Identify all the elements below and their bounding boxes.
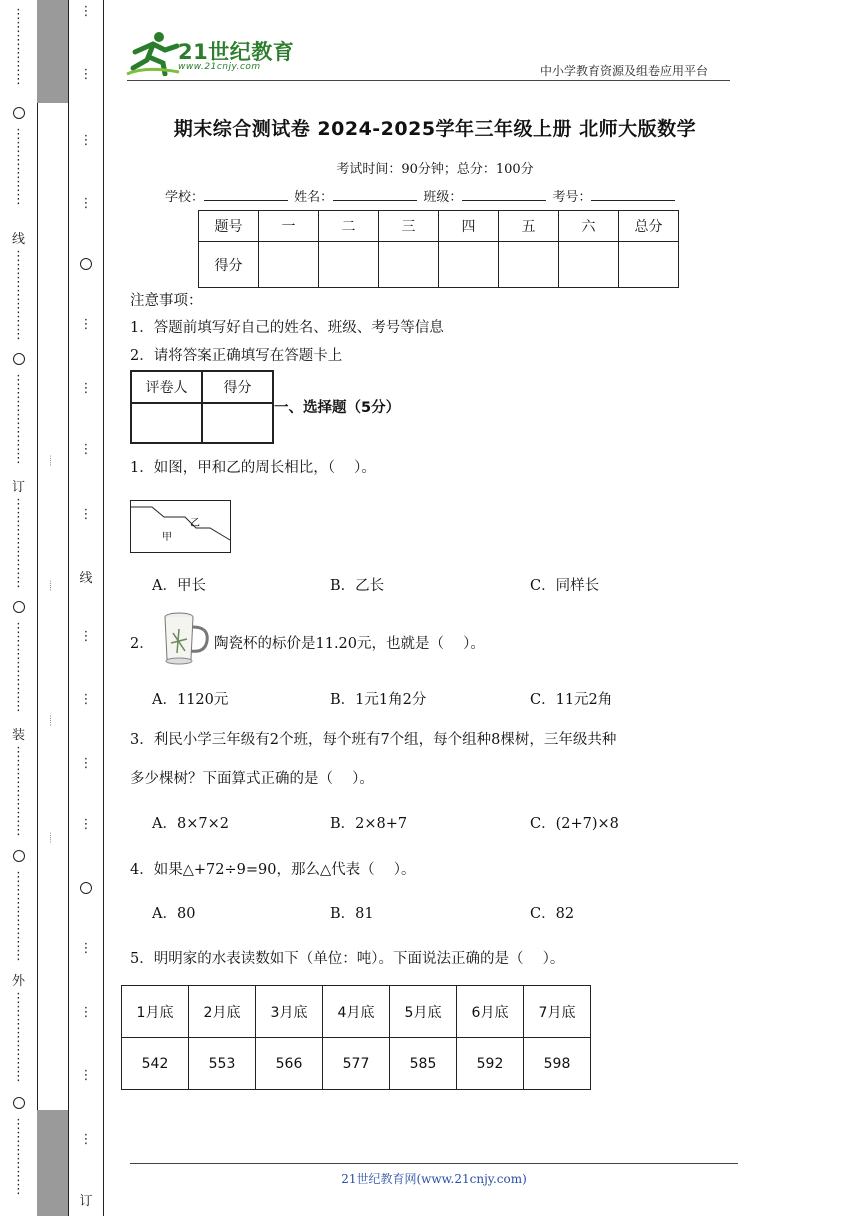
- water-meter-table: [121, 985, 591, 1090]
- student-info-fields: [165, 186, 677, 205]
- school-field[interactable]: [204, 188, 288, 201]
- number-label: 考号：: [552, 190, 592, 205]
- figure-label-yi: 乙: [190, 518, 200, 529]
- reading-cell: 542: [122, 1038, 189, 1090]
- option-c[interactable]: C．11元2角: [530, 692, 613, 708]
- footer-rule: [130, 1163, 738, 1164]
- dotted-line: ⋮: [79, 196, 93, 211]
- option-b[interactable]: B．1元1角2分: [330, 692, 427, 708]
- logo-url: www.21cnjy.com: [178, 62, 261, 72]
- footer-link[interactable]: 21世纪教育网(www.21cnjy.com): [341, 1172, 527, 1186]
- question-3-stem-cont: 多少棵树？下面算式正确的是（ ）。: [130, 771, 374, 787]
- question-2-stem: 陶瓷杯的标价是11.20元，也就是（ ）。: [214, 636, 485, 652]
- option-a[interactable]: A．80: [152, 906, 196, 922]
- dotted-line: ⋮: [79, 67, 93, 82]
- reading-cell: 592: [457, 1038, 524, 1090]
- score-cell[interactable]: [559, 242, 619, 288]
- score-cell[interactable]: [379, 242, 439, 288]
- margin-label-order: 订: [79, 1194, 93, 1209]
- grey-band-top: [37, 0, 68, 103]
- dotted-line: ⋮ ⋮ ⋮ ⋮ ⋮ ⋮ ⋮: [12, 745, 25, 838]
- question-3-stem: 3．利民小学三年级有2个班，每个班有7个组，每个组种8棵树，三年级共种: [130, 732, 617, 748]
- option-c[interactable]: C．同样长: [530, 578, 600, 594]
- score-header-cell: 一: [259, 211, 319, 242]
- grader-label: 评卷人: [131, 371, 202, 403]
- note-item: 2．请将答案正确填写在答题卡上: [130, 348, 343, 364]
- grader-table: [130, 370, 274, 444]
- month-header-cell: 6月底: [457, 986, 524, 1038]
- logo-text: 21世纪教育: [178, 40, 295, 64]
- dotted-line: ⋮: [79, 4, 93, 19]
- margin-label-outside: 外: [11, 974, 25, 989]
- option-a[interactable]: A．8×7×2: [152, 816, 229, 832]
- dotted-line: ⋮ ⋮ ⋮ ⋮ ⋮ ⋮ ⋮: [12, 249, 25, 342]
- dotted-line: ⋮ ⋮ ⋮ ⋮ ⋮ ⋮ ⋮: [12, 497, 25, 590]
- dotted-line: ⋮ ⋮ ⋮ ⋮ ⋮ ⋮ ⋮: [12, 870, 25, 963]
- reading-cell: 585: [390, 1038, 457, 1090]
- score-table: [198, 210, 679, 288]
- score-header-cell: 三: [379, 211, 439, 242]
- dotted-line: ⋮ ⋮ ⋮ ⋮ ⋮ ⋮ ⋮: [12, 373, 25, 466]
- option-a[interactable]: A．1120元: [152, 692, 229, 708]
- number-field[interactable]: [591, 188, 675, 201]
- dotted-line: ⋮ ⋮ ⋮ ⋮ ⋮ ⋮: [12, 127, 25, 207]
- dotted-line: ⋮: [79, 442, 93, 457]
- score-cell[interactable]: [619, 242, 679, 288]
- binding-hole: [13, 850, 25, 862]
- binding-margin-outer: [0, 0, 38, 1216]
- option-b[interactable]: B．81: [330, 906, 374, 922]
- margin-small-mark: ·····: [46, 832, 54, 844]
- option-a[interactable]: A．甲长: [152, 578, 206, 594]
- margin-small-mark: ·····: [46, 455, 54, 467]
- school-label: 学校：: [165, 190, 205, 205]
- month-header-cell: 1月底: [122, 986, 189, 1038]
- perimeter-figure: [130, 500, 231, 553]
- dotted-line: ⋮: [79, 941, 93, 956]
- binding-hole: [13, 107, 25, 119]
- score-header-cell: 总分: [619, 211, 679, 242]
- option-b[interactable]: B．乙长: [330, 578, 385, 594]
- score-header-cell: 六: [559, 211, 619, 242]
- dotted-line: ⋮: [79, 817, 93, 832]
- binding-hole: [13, 353, 25, 365]
- reading-cell: 598: [524, 1038, 591, 1090]
- score-cell[interactable]: [439, 242, 499, 288]
- header-rule: [127, 80, 730, 81]
- question-1-stem: 1．如图，甲和乙的周长相比，（ ）。: [130, 460, 376, 476]
- dotted-line: ⋮: [79, 1132, 93, 1147]
- question-2-number: 2．: [130, 636, 154, 652]
- month-header-cell: 2月底: [189, 986, 256, 1038]
- dotted-line: ⋮: [79, 756, 93, 771]
- mug-icon: [157, 611, 213, 667]
- mug-image: [157, 611, 213, 667]
- reading-cell: 553: [189, 1038, 256, 1090]
- margin-label-bind: 装: [11, 728, 25, 743]
- margin-label-order: 订: [11, 480, 25, 495]
- grader-score-label: 得分: [202, 371, 273, 403]
- score-header-cell: 题号: [199, 211, 259, 242]
- dotted-line: ⋮: [79, 133, 93, 148]
- binding-hole: [13, 1097, 25, 1109]
- dotted-line: ⋮: [79, 1005, 93, 1020]
- margin-small-mark: ·····: [46, 715, 54, 727]
- dotted-line: ⋮: [79, 1068, 93, 1083]
- binding-hole: [13, 601, 25, 613]
- binding-hole: [80, 882, 92, 894]
- dotted-line: ⋮ ⋮ ⋮ ⋮ ⋮ ⋮ ⋮: [12, 991, 25, 1084]
- dotted-line: ⋮ ⋮ ⋮ ⋮ ⋮ ⋮: [12, 1117, 25, 1197]
- option-c[interactable]: C．82: [530, 906, 575, 922]
- margin-label-line: 线: [79, 571, 93, 586]
- month-header-cell: 4月底: [323, 986, 390, 1038]
- score-cell[interactable]: [499, 242, 559, 288]
- month-header-cell: 3月底: [256, 986, 323, 1038]
- figure-label-jia: 甲: [162, 532, 172, 543]
- page-title: 期末综合测试卷 2024-2025学年三年级上册 北师大版数学: [173, 118, 697, 140]
- platform-label: 中小学教育资源及组卷应用平台: [540, 64, 709, 78]
- month-header-cell: 5月底: [390, 986, 457, 1038]
- option-c[interactable]: C．(2+7)×8: [530, 816, 619, 832]
- score-cell[interactable]: [319, 242, 379, 288]
- name-field[interactable]: [333, 188, 417, 201]
- binding-margin-inner: [68, 0, 104, 1216]
- margin-label-line: 线: [11, 232, 25, 247]
- reading-cell: 566: [256, 1038, 323, 1090]
- runner-logo-icon: [125, 30, 181, 76]
- question-4-stem: 4．如果△+72÷9=90，那么△代表（ ）。: [130, 862, 416, 878]
- dotted-line: ⋮ ⋮ ⋮ ⋮ ⋮ ⋮: [12, 7, 25, 87]
- dotted-line: ⋮: [79, 629, 93, 644]
- dotted-line: ⋮: [79, 507, 93, 522]
- dotted-line: ⋮ ⋮ ⋮ ⋮ ⋮ ⋮ ⋮: [12, 621, 25, 714]
- class-field[interactable]: [462, 188, 546, 201]
- dotted-line: ⋮: [79, 692, 93, 707]
- score-header-cell: 二: [319, 211, 379, 242]
- score-header-cell: 五: [499, 211, 559, 242]
- note-item: 1．答题前填写好自己的姓名、班级、考号等信息: [130, 320, 444, 336]
- grader-score-cell[interactable]: [202, 403, 273, 443]
- month-header-cell: 7月底: [524, 986, 591, 1038]
- section-title: 一、选择题（5分）: [274, 400, 401, 416]
- dotted-line: ⋮: [79, 381, 93, 396]
- notes-heading: 注意事项：: [130, 293, 203, 309]
- grey-band-bottom: [37, 1110, 68, 1216]
- question-1-figure: [130, 500, 230, 552]
- score-row-label: 得分: [199, 242, 259, 288]
- score-cell[interactable]: [259, 242, 319, 288]
- score-header-cell: 四: [439, 211, 499, 242]
- class-label: 班级：: [423, 190, 463, 205]
- name-label: 姓名：: [294, 190, 334, 205]
- binding-hole: [80, 258, 92, 270]
- option-b[interactable]: B．2×8+7: [330, 816, 408, 832]
- question-5-stem: 5．明明家的水表读数如下（单位：吨）。下面说法正确的是（ ）。: [130, 951, 565, 967]
- grader-cell[interactable]: [131, 403, 202, 443]
- reading-cell: 577: [323, 1038, 390, 1090]
- dotted-line: ⋮: [79, 317, 93, 332]
- margin-small-mark: ·····: [46, 580, 54, 592]
- exam-info: 考试时间：90分钟；总分：100分: [336, 162, 534, 177]
